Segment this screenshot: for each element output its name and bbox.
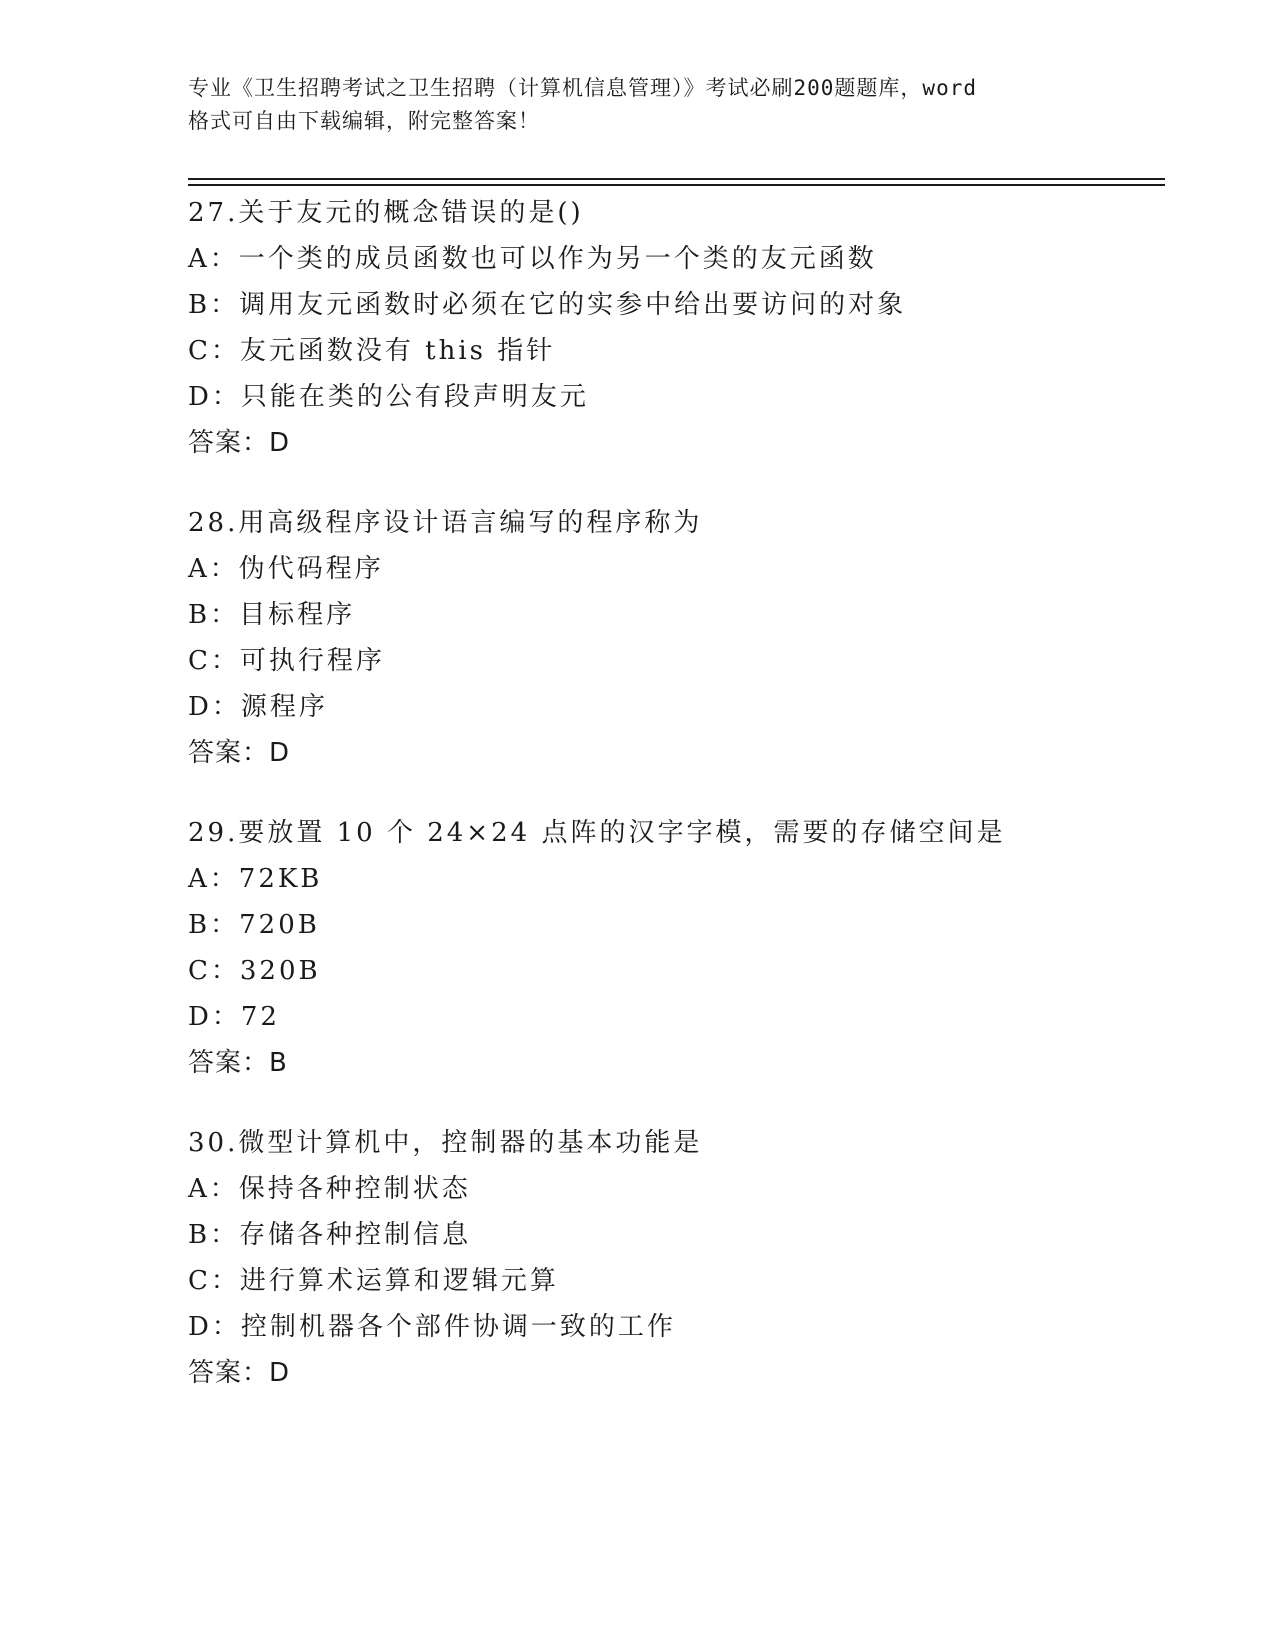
answer: 答案：B — [188, 1048, 288, 1078]
option-b: B：存储各种控制信息 — [188, 1220, 472, 1250]
option-b: B：720B — [188, 910, 320, 940]
header-divider-bottom — [188, 184, 1165, 186]
question-stem: 28.用高级程序设计语言编写的程序称为 — [188, 508, 703, 538]
question-list — [188, 190, 1165, 1430]
option-c: C：可执行程序 — [188, 646, 385, 676]
option-a: A：72KB — [188, 864, 323, 894]
option-d: D：只能在类的公有段声明友元 — [188, 382, 589, 412]
header-line-1: 专业《卫生招聘考试之卫生招聘（计算机信息管理）》考试必刷200题题库，word — [188, 76, 977, 100]
header-divider-top — [188, 178, 1165, 180]
option-d: D：72 — [188, 1002, 280, 1032]
option-d: D：控制机器各个部件协调一致的工作 — [188, 1312, 676, 1342]
option-a: A：保持各种控制状态 — [188, 1174, 471, 1204]
option-c: C：友元函数没有 this 指针 — [188, 336, 556, 366]
answer: 答案：D — [188, 428, 291, 458]
option-c: C：进行算术运算和逻辑元算 — [188, 1266, 559, 1296]
option-a: A：伪代码程序 — [188, 554, 384, 584]
answer: 答案：D — [188, 738, 291, 768]
option-a: A：一个类的成员函数也可以作为另一个类的友元函数 — [188, 244, 877, 274]
question-27 — [188, 190, 1165, 466]
question-28 — [188, 500, 1165, 776]
option-b: B：目标程序 — [188, 600, 356, 630]
question-stem: 30.微型计算机中，控制器的基本功能是 — [188, 1128, 703, 1158]
answer: 答案：D — [188, 1358, 291, 1388]
option-c: C：320B — [188, 956, 321, 986]
question-stem: 29.要放置 10 个 24×24 点阵的汉字字模，需要的存储空间是 — [188, 818, 1006, 848]
option-b: B：调用友元函数时必须在它的实参中给出要访问的对象 — [188, 290, 907, 320]
header-line-2: 格式可自由下载编辑，附完整答案！ — [188, 109, 540, 133]
option-d: D：源程序 — [188, 692, 328, 722]
question-29 — [188, 810, 1165, 1086]
document-header — [188, 72, 1108, 138]
question-30 — [188, 1120, 1165, 1396]
question-stem: 27.关于友元的概念错误的是() — [188, 198, 584, 228]
